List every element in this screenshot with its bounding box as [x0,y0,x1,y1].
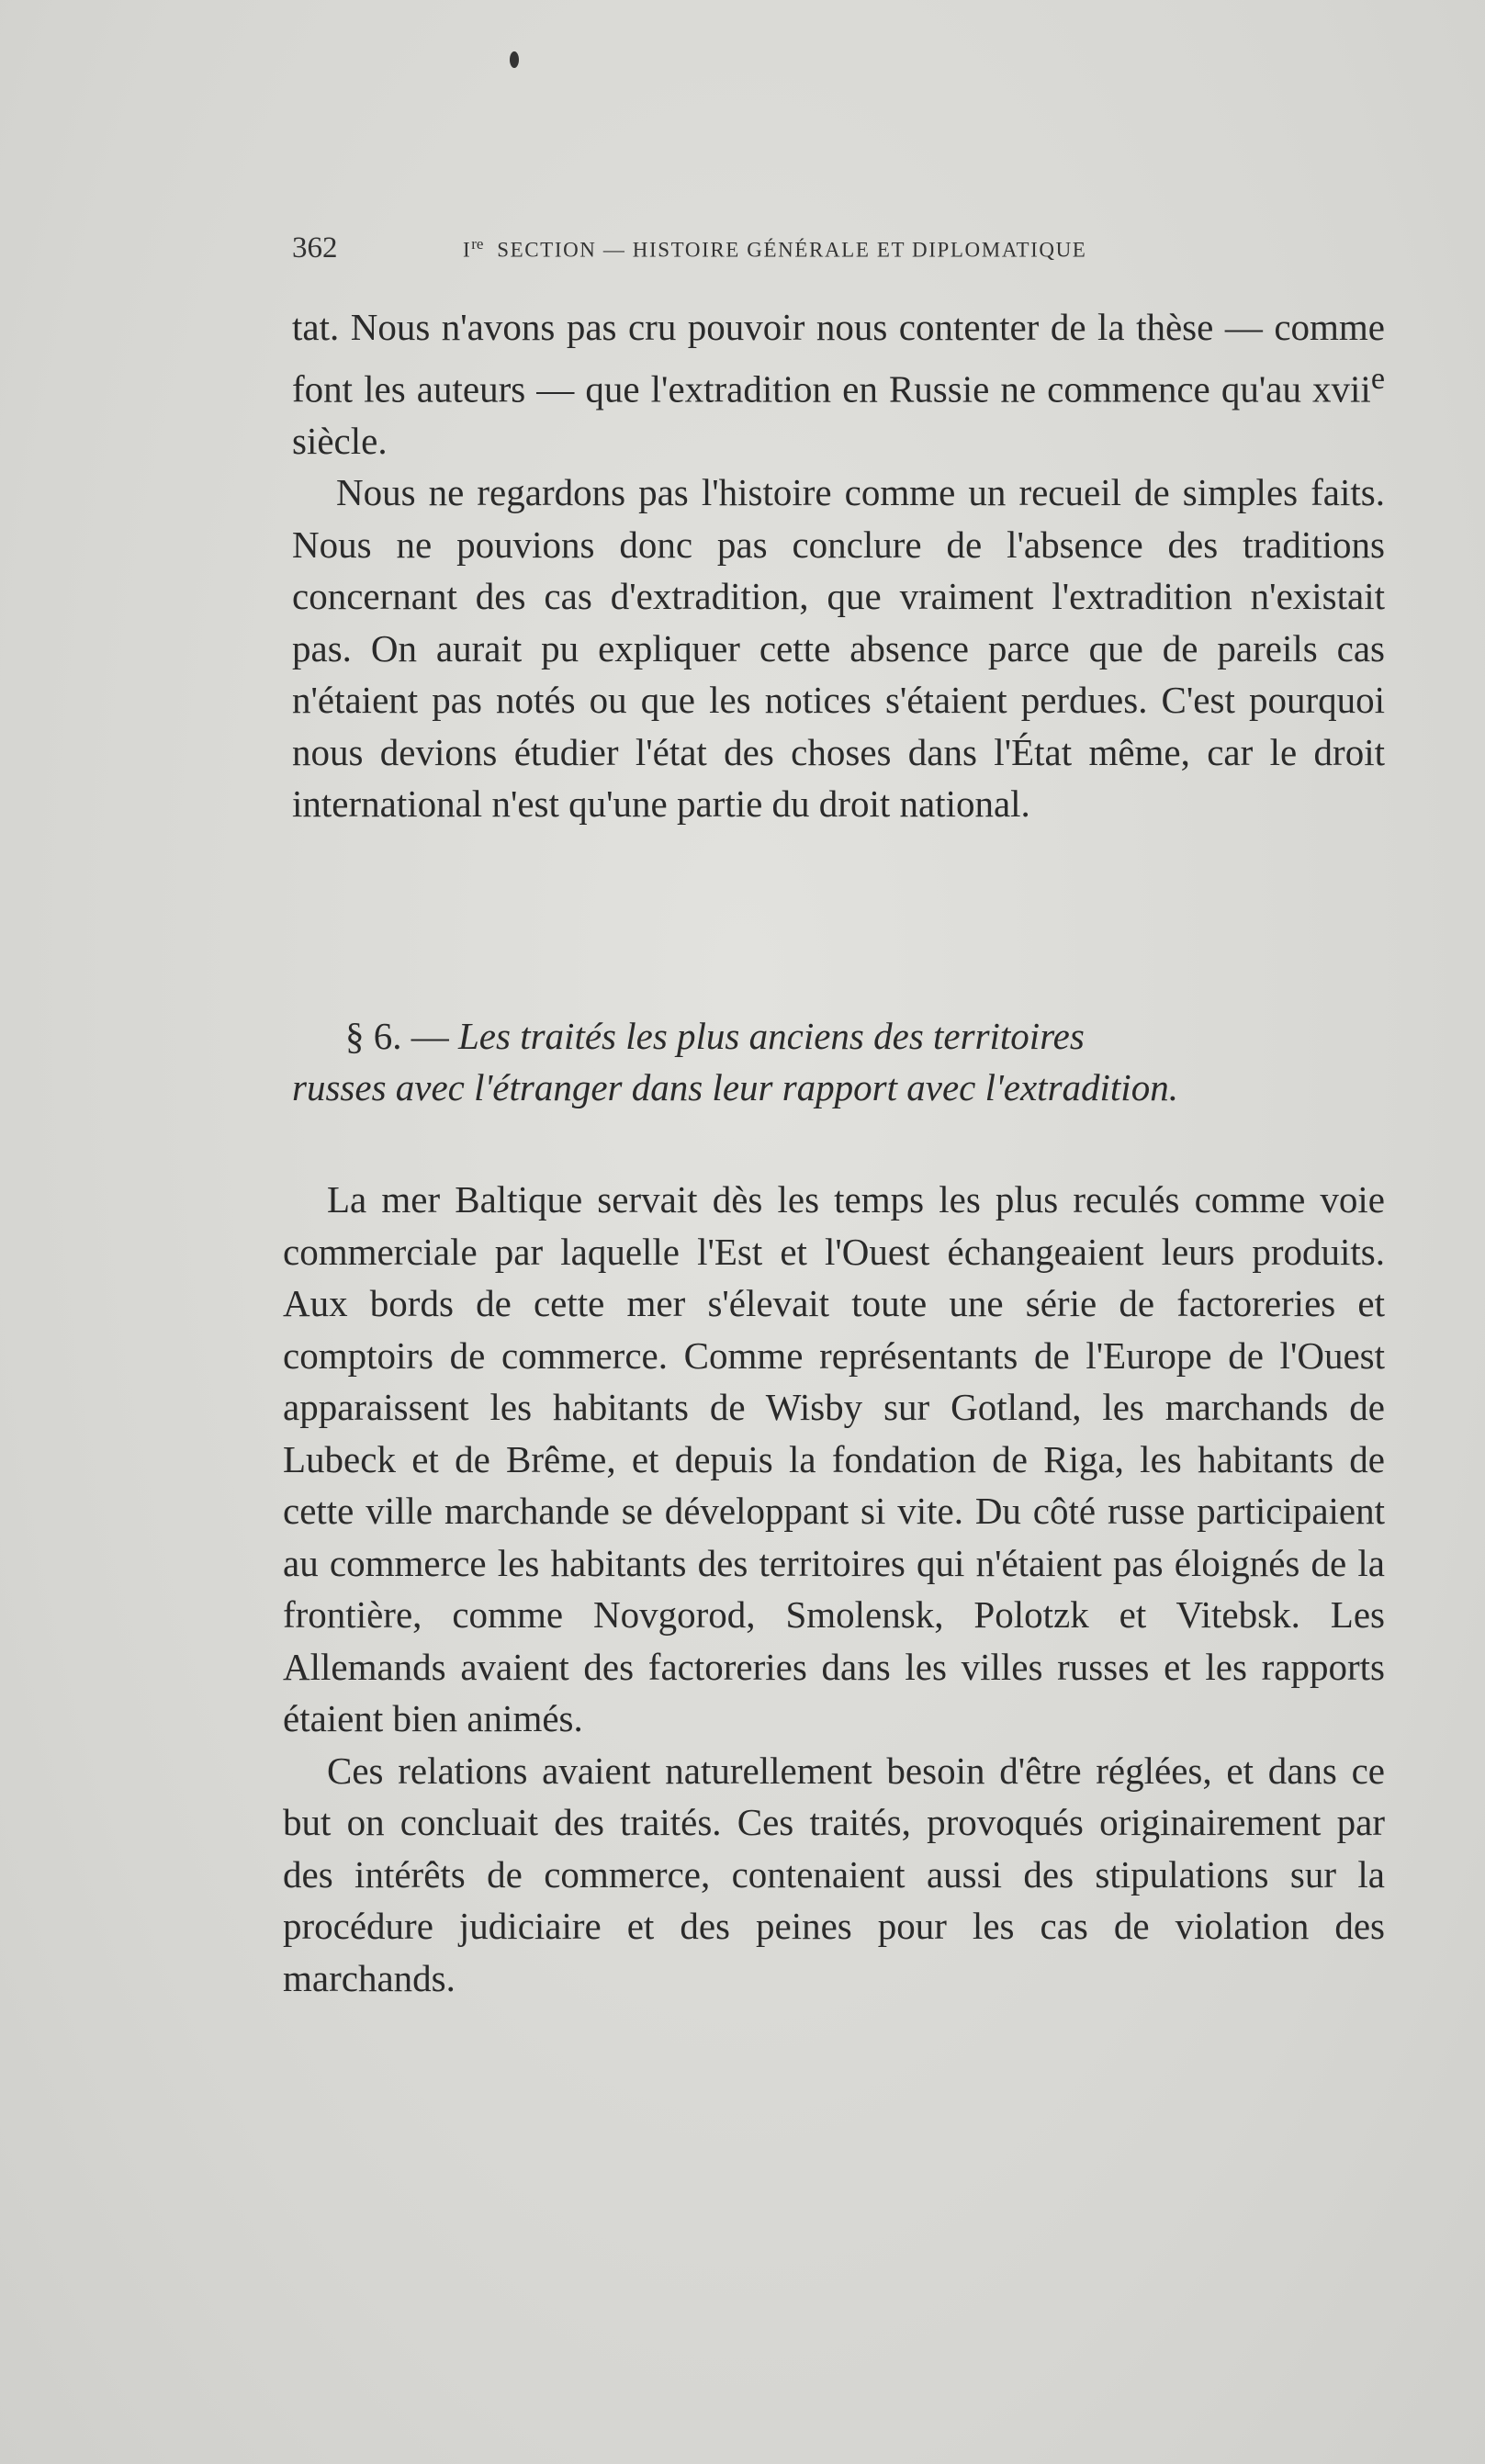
section-heading [292,1010,1385,1113]
text-block-top [292,301,1385,830]
paragraph-end: siècle. [292,419,388,462]
section-ordinal-sup: re [471,235,484,253]
text-block-bottom [283,1174,1385,2004]
section-title-line2: russes avec l'étranger dans leur rapport avec l'extradition. [292,1066,1178,1108]
section-title-line1: Les traités les plus anciens des territoires [458,1015,1085,1057]
running-title [463,235,1086,263]
ink-speck [510,51,519,68]
page-number: 362 [292,231,338,264]
running-header [292,231,1229,268]
paragraph: Ces relations avaient naturellement besoin d'être réglées, et dans ce but on concluait des traités. Ces traités, provoqués originairement par des intérêts de commerce, contenaient aussi des stipulations sur la procédure judiciaire et des peines pour les cas de violation des marchands. [283,1749,1385,1999]
paragraph-text: tat. Nous n'avons pas cru pouvoir nous contenter de la thèse — comme font les auteurs — que l'extradition en Russie ne commence qu'au xvii [292,306,1385,411]
running-title-text: SECTION — HISTOIRE GÉNÉRALE ET DIPLOMATIQUE [497,239,1087,262]
century-sup: e [1370,361,1385,396]
paragraph: La mer Baltique servait dès les temps les plus reculés comme voie commerciale par laquelle l'Est et l'Ouest échangeaient leurs produits. Aux bords de cette mer s'élevait toute une série de factoreries et comptoirs de commerce. Comme représentants de l'Europe de l'Ouest apparaissent les habitants de Wisby sur Gotland, les marchands de Lubeck et de Brême, et depuis la fondation de Riga, les habitants de cette ville marchande se développant si vite. Du côté russe participaient au commerce les habitants des territoires qui n'étaient pas éloignés de la frontière, comme Novgorod, Smolensk, Polotzk et Vitebsk. Les Allemands avaient des factoreries dans les villes russes et les rapports étaient bien animés. [283,1178,1385,1739]
paragraph: Nous ne regardons pas l'histoire comme un recueil de simples faits. Nous ne pouvions donc pas conclure de l'absence des traditions concernant des cas d'extradition, que vraiment l'extradition n'existait pas. On aurait pu expliquer cette absence parce que de pareils cas n'étaient pas notés ou que les notices s'étaient perdues. C'est pourquoi nous devions étudier l'état des choses dans l'État même, car le droit international n'est qu'une partie du droit national. [292,471,1385,826]
paragraph [292,301,1385,467]
section-ordinal: I [463,239,472,262]
section-heading-line1 [292,1010,1385,1062]
section-number: § 6. — [345,1015,449,1057]
